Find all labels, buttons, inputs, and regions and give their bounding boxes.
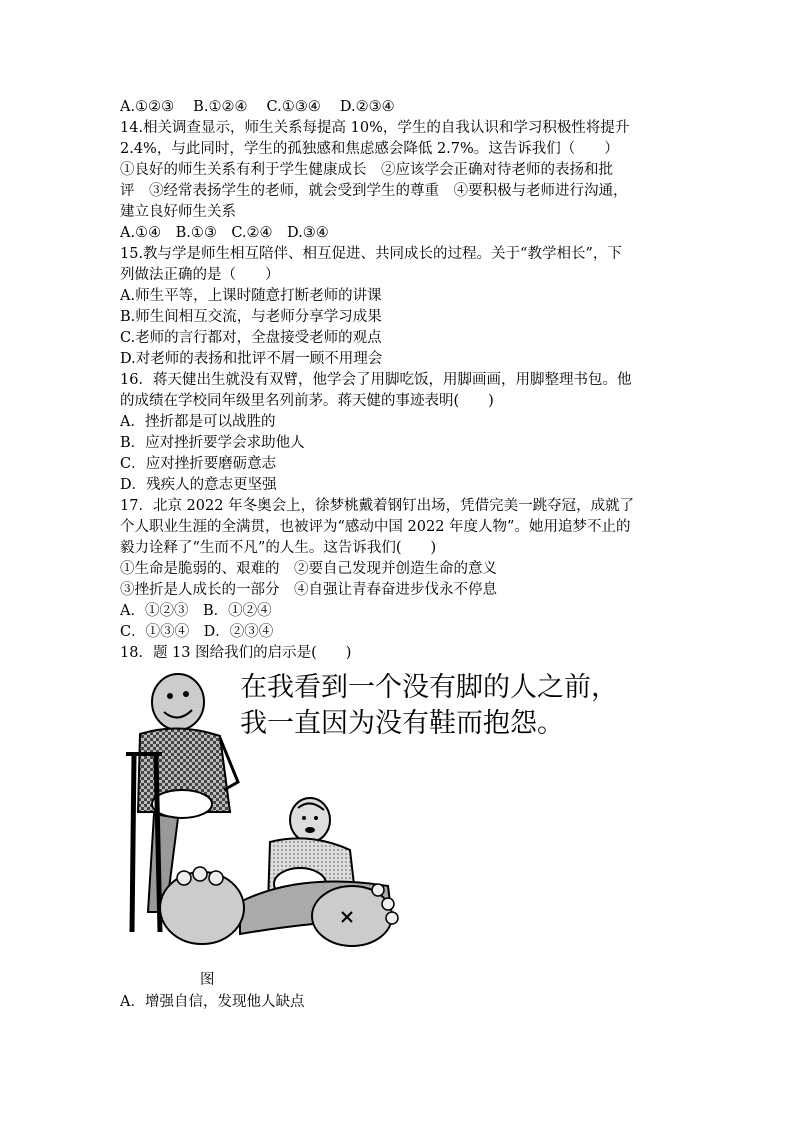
- q17-statements-line1: ①生命是脆弱的、艰难的 ②要自己发现并创造生命的意义: [120, 561, 497, 577]
- q17-stem-line1: 17．北京 2022 年冬奥会上，徐梦桃戴着钢钉出场，凭借完美一跳夺冠，成就了: [120, 498, 635, 514]
- q14-statements-line2: 评 ③经常表扬学生的老师，就会受到学生的尊重 ④要积极与老师进行沟通，: [120, 183, 628, 199]
- figure-caption-line1: 在我看到一个没有脚的人之前，: [240, 672, 618, 703]
- q15-option-c: C.老师的言行都对，全盘接受老师的观点: [120, 330, 382, 346]
- figure-caption-line2: 我一直因为没有鞋而抱怨。: [240, 708, 564, 739]
- q17-stem-line3: 毅力诠释了“生而不凡”的人生。这告诉我们( ): [120, 540, 437, 556]
- q17-options-line1: A．①②③ B．①②④: [120, 603, 272, 619]
- q14-statements-line3: 建立良好师生关系: [120, 204, 236, 220]
- figure-label: 图: [200, 972, 215, 988]
- q15-stem-line2: 列做法正确的是（ ）: [120, 267, 280, 283]
- q15-option-a: A.师生平等，上课时随意打断老师的讲课: [120, 288, 382, 304]
- q14-statements-line1: ①良好的师生关系有利于学生健康成长 ②应该学会正确对待老师的表扬和批: [120, 162, 613, 178]
- q14-options: A.①④ B.①③ C.②④ D.③④: [120, 225, 329, 241]
- q16-option-a: A．挫折都是可以战胜的: [120, 414, 276, 430]
- q17-statements-line2: ③挫折是人成长的一部分 ④自强让青春奋进步伐永不停息: [120, 582, 497, 598]
- q16-option-d: D．残疾人的意志更坚强: [120, 477, 277, 493]
- q18-stem: 18．题 13 图给我们的启示是( ): [120, 645, 352, 661]
- figure-caption-quote: [240, 670, 618, 742]
- q17-options-line2: C．①③④ D．②③④: [120, 624, 274, 640]
- q16-option-c: C．应对挫折要磨砺意志: [120, 456, 277, 472]
- q14-stem-line1: 14.相关调查显示，师生关系每提高 10%，学生的自我认识和学习积极性将提升: [120, 120, 630, 136]
- q16-stem-line1: 16．蒋天健出生就没有双臂，他学会了用脚吃饭，用脚画画，用脚整理书包。他: [120, 372, 632, 388]
- q17-stem-line2: 个人职业生涯的全满贯，也被评为“感动中国 2022 年度人物”。她用追梦不止的: [120, 519, 631, 535]
- q15-stem-line1: 15.教与学是师生相互陪伴、相互促进、共同成长的过程。关于“教学相长”，下: [120, 246, 622, 262]
- q16-stem-line2: 的成绩在学校同年级里名列前茅。蒋天健的事迹表明( ): [120, 393, 494, 409]
- q14-stem-line2: 2.4%，与此同时，学生的孤独感和焦虑感会降低 2.7%。这告诉我们（ ）: [120, 141, 619, 157]
- q15-option-b: B.师生间相互交流，与老师分享学习成果: [120, 309, 382, 325]
- q18-option-a: A．增强自信，发现他人缺点: [120, 994, 305, 1010]
- q13-options: A.①②③ B.①②④ C.①③④ D.②③④: [120, 99, 395, 115]
- q16-option-b: B．应对挫折要学会求助他人: [120, 435, 305, 451]
- q15-option-d: D.对老师的表扬和批评不屑一顾不用理会: [120, 351, 383, 367]
